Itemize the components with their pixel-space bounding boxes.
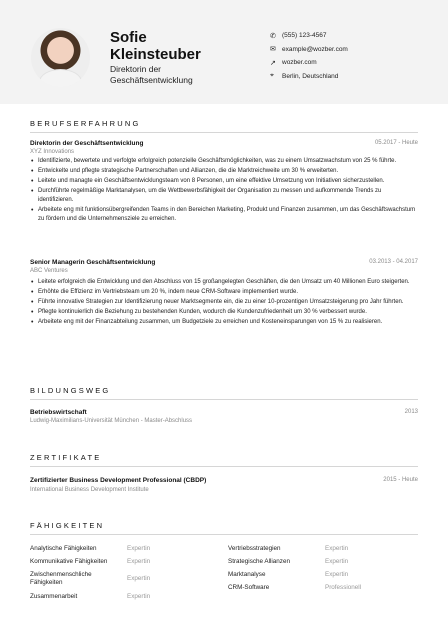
experience-company: ABC Ventures: [30, 268, 68, 274]
education-date: 2013: [404, 409, 418, 415]
section-title-skills: FÄHIGKEITEN: [30, 521, 105, 530]
skill-name: Strategische Allianzen: [228, 558, 290, 565]
experience-date: 03.2013 - 04.2017: [369, 259, 418, 265]
candidate-role: Direktorin der Geschäftsentwicklung: [110, 64, 193, 85]
contact-website-text[interactable]: wozber.com: [282, 59, 317, 66]
contact-email[interactable]: [270, 43, 348, 56]
experience-bullet: • Erhöhte die Effizienz im Vertriebsteam um 20 %, indem neue CRM-Software implementiert wurde.: [30, 288, 418, 297]
certificate-date: 2015 - Heute: [383, 477, 418, 483]
experience-bullet: • Pflegte kontinuierlich die Beziehung zu bestehenden Kunden, wodurch die Kundenzufriedenheit um 30 % verbessert wurde.: [30, 308, 418, 317]
section-divider: [30, 534, 418, 535]
skill-name: Marktanalyse: [228, 571, 266, 578]
skill-level: Expertin: [127, 575, 151, 582]
skill-level: Expertin: [127, 558, 151, 565]
certificate-issuer: International Business Development Institute: [30, 487, 149, 493]
experience-bullet: • Durchführte regelmäßige Marktanalysen, um die Wettbewerbsfähigkeit der Organisation zu messen und aufkommende Trends zu identifizieren.: [30, 187, 418, 205]
skill-name: Zwischenmenschliche Fähigkeiten: [30, 571, 92, 586]
skill-name: Kommunikative Fähigkeiten: [30, 558, 108, 565]
skill-name: CRM-Software: [228, 584, 270, 591]
skill-level: Expertin: [127, 545, 151, 552]
experience-bullet: • Arbeitete eng mit funktionsübergreifenden Teams in den Bereichen Marketing, Produkt und Finanzen zusammen, um das Geschäftswachstum zu fördern und die Unternehmensziele zu erreichen.: [30, 206, 418, 224]
profile-photo-shoulders: [39, 69, 82, 87]
contact-website[interactable]: [270, 56, 348, 69]
experience-bullet: • Führte innovative Strategien zur Identifizierung neuer Marktsegmente ein, die zu einer 10-prozentigen Umsatzsteigerung pro Jahr führten.: [30, 298, 418, 307]
profile-photo: [31, 28, 90, 87]
education-title: Betriebswirtschaft: [30, 409, 87, 416]
section-title-certificates: ZERTIFIKATE: [30, 453, 102, 462]
email-icon: ✉: [270, 46, 276, 53]
section-title-education: BILDUNGSWEG: [30, 386, 111, 395]
contact-list: [270, 29, 348, 83]
section-title-experience: BERUFSERFAHRUNG: [30, 119, 141, 128]
section-divider: [30, 399, 418, 400]
contact-phone-text: (555) 123-4567: [282, 32, 327, 39]
skill-level: Expertin: [325, 545, 349, 552]
skill-name: Vertriebsstrategien: [228, 545, 281, 552]
phone-icon: ✆: [270, 32, 276, 40]
location-pin-icon: ⌖: [270, 72, 274, 79]
candidate-name: Sofie Kleinsteuber: [110, 29, 201, 63]
experience-bullet: • Entwickelte und pflegte strategische Partnerschaften und Allianzen, die die Marktreichweite um 30 % erweiterten.: [30, 167, 418, 176]
education-institution: Ludwig-Maximilians-Universität München - Master-Abschluss: [30, 418, 193, 424]
contact-location: [270, 70, 348, 83]
contact-phone: [270, 29, 348, 42]
skill-name: Analytische Fähigkeiten: [30, 545, 97, 552]
experience-title: Senior Managerin Geschäftsentwicklung: [30, 259, 156, 266]
experience-date: 05.2017 - Heute: [374, 140, 418, 146]
experience-bullet: • Leitete erfolgreich die Entwicklung und den Abschluss von 15 großangelegten Geschäften, die den Umsatz um 40 Millionen Euro steigerten.: [30, 278, 418, 287]
resume-header: [0, 0, 448, 104]
experience-bullet: • Identifizierte, bewertete und verfolgte erfolgreich potenzielle Geschäftsmöglichkeiten, was zu einem Umsatzwachstum von 25 % führte.: [30, 157, 418, 166]
contact-email-text[interactable]: example@wozber.com: [282, 45, 348, 53]
skill-level: Expertin: [325, 571, 349, 578]
experience-bullet: • Leitete und managte ein Geschäftsentwicklungsteam von 8 Personen, um eine effektive Umsetzung von Initiativen sicherzustellen.: [30, 177, 418, 186]
experience-bullets: [30, 157, 418, 225]
experience-title: Direktorin der Geschäftsentwicklung: [30, 140, 144, 147]
certificate-title: Zertifizierter Business Development Professional (CBDP): [30, 477, 207, 484]
skill-level: Professionell: [325, 584, 362, 591]
contact-location-text: Berlin, Deutschland: [282, 72, 339, 80]
skill-level: Expertin: [325, 558, 349, 565]
experience-company: XYZ Innovations: [30, 149, 75, 155]
section-divider: [30, 466, 418, 467]
skill-level: Expertin: [127, 593, 151, 600]
link-icon: ↗: [270, 59, 276, 67]
skill-name: Zusammenarbeit: [30, 593, 78, 600]
section-divider: [30, 132, 418, 133]
experience-bullets: [30, 278, 418, 328]
experience-bullet: • Arbeitete eng mit der Finanzabteilung zusammen, um Budgetziele zu erreichen und Kosteneinsparungen von 15 % zu realisieren.: [30, 318, 418, 327]
